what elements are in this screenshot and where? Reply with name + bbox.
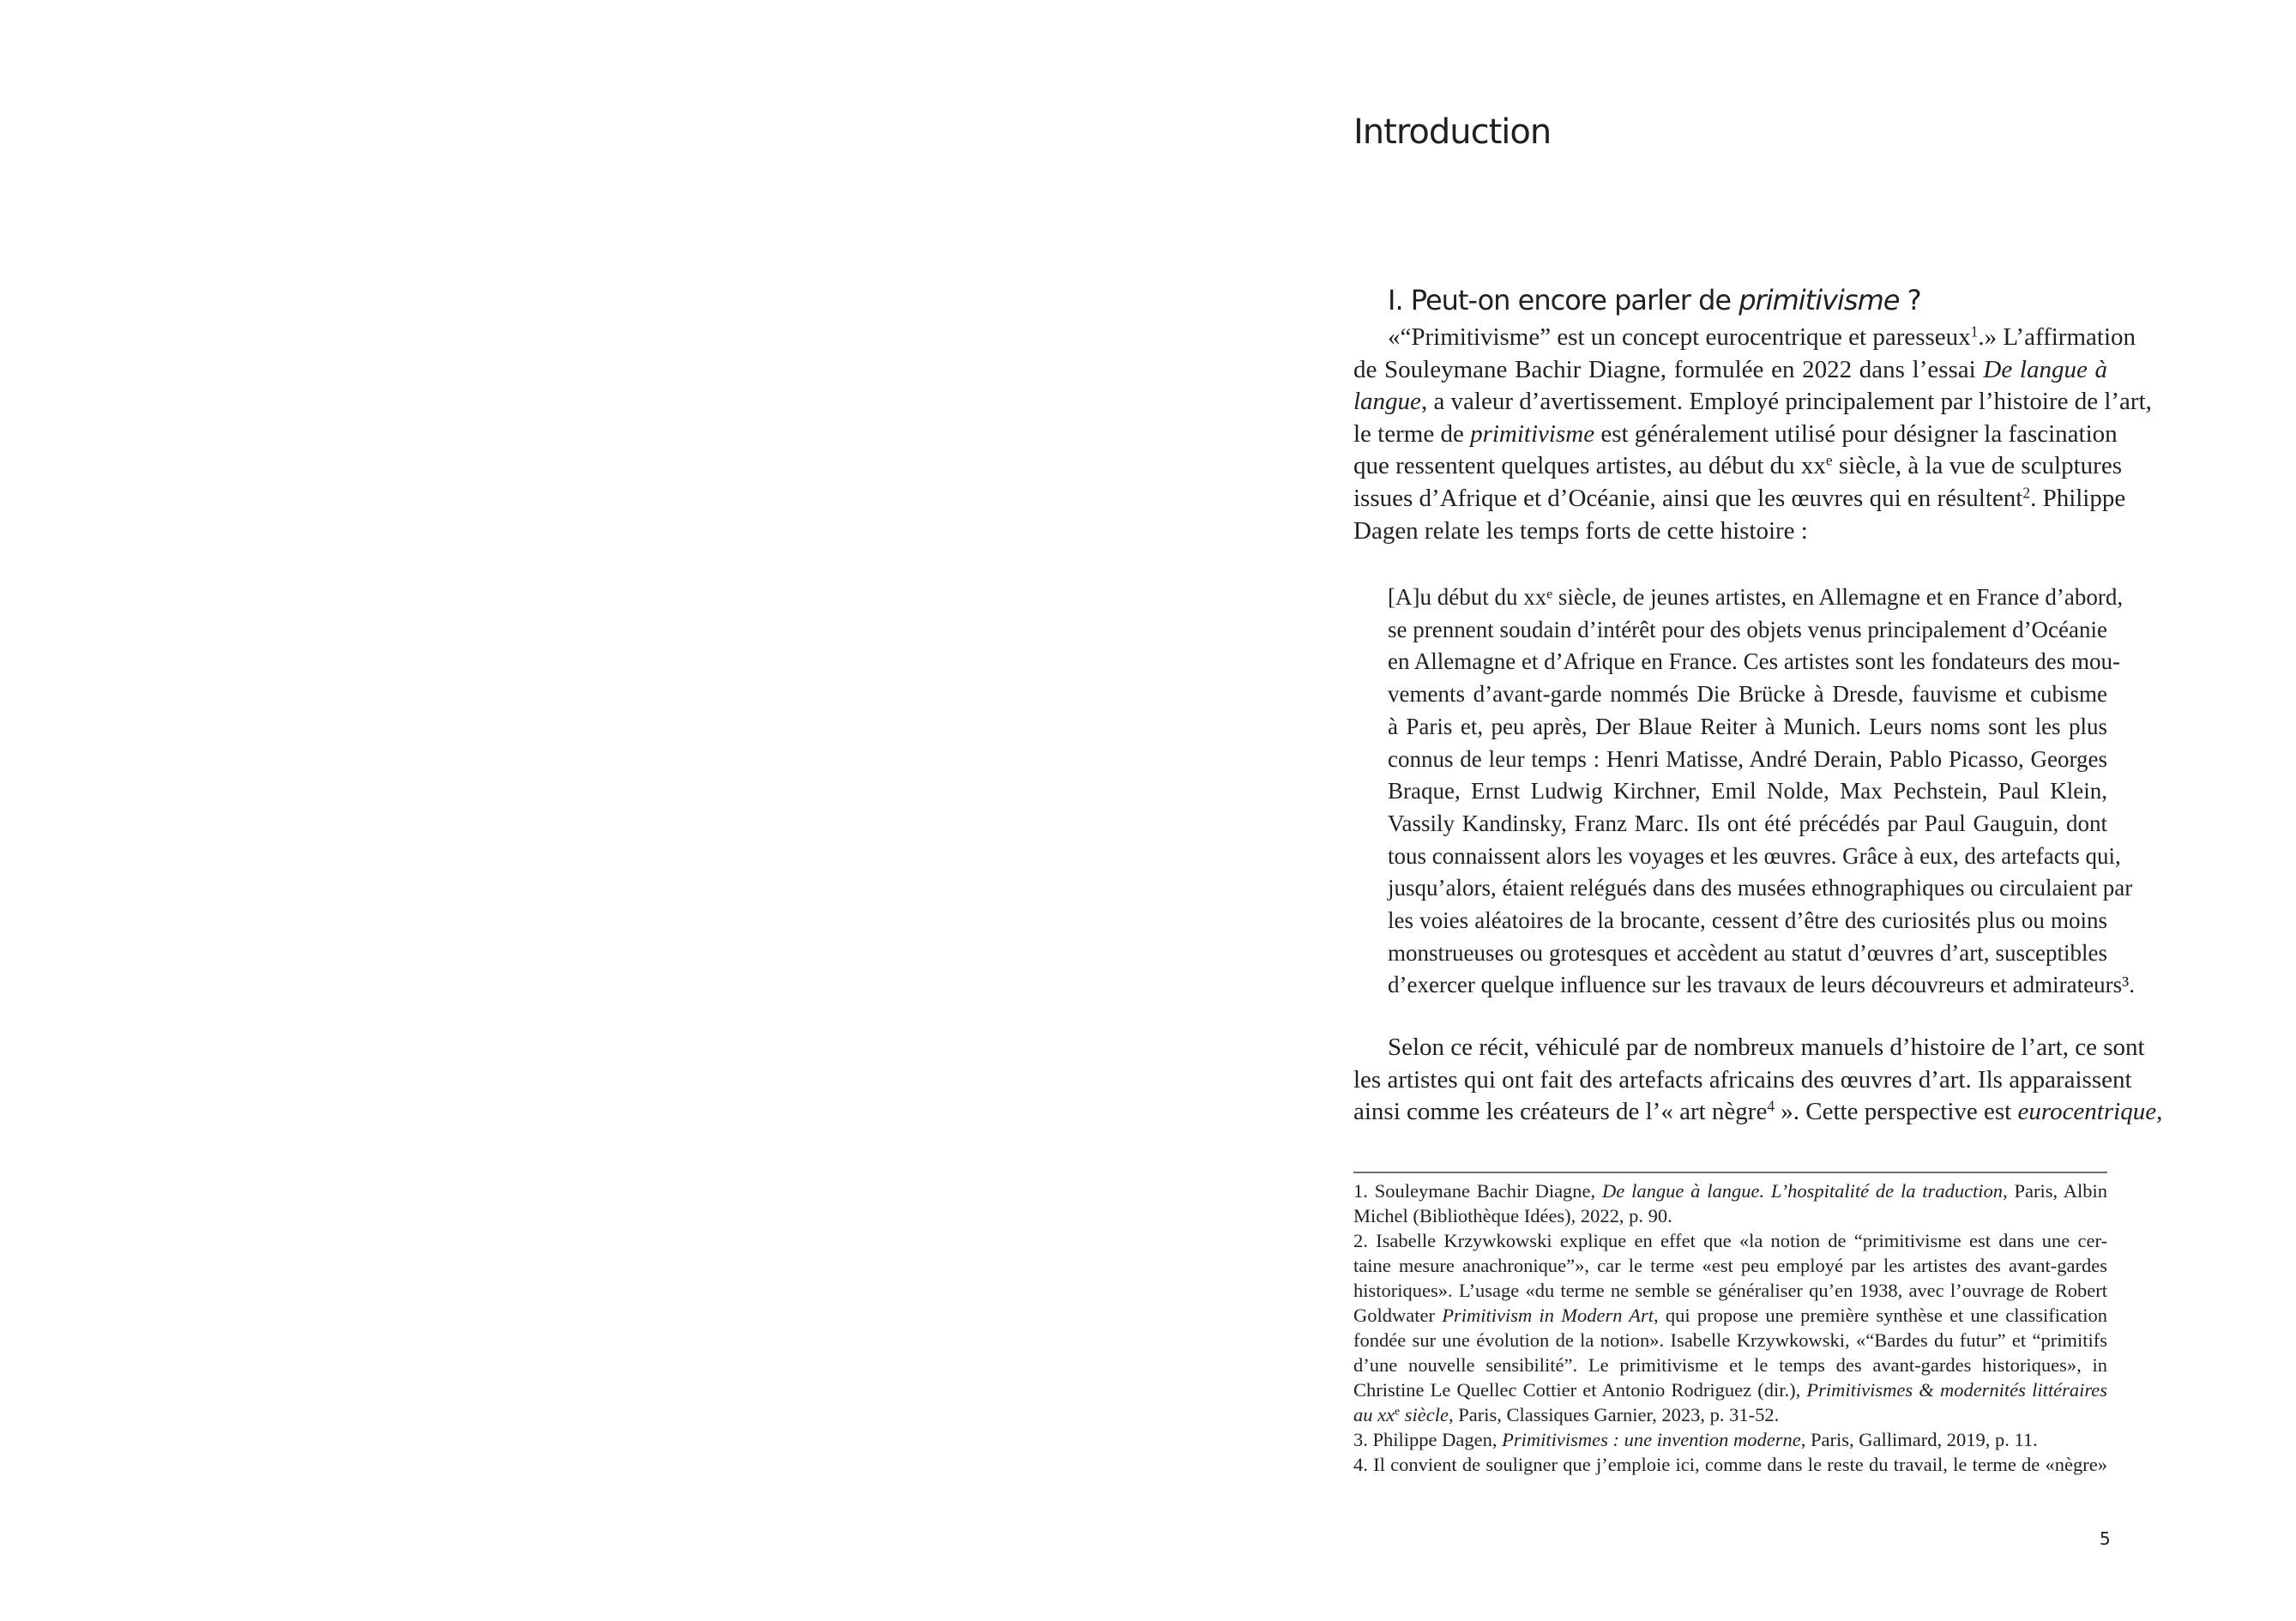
text-line: 4. Il convient de souligner que j’emploie ici, comme dans le reste du travail, le terme de «nègre» <box>1353 1454 2107 1475</box>
paragraph-intro <box>1353 322 2152 547</box>
quote-line: d’exercer quelque influence sur les travaux de leurs découvreurs et admirateurs³. <box>1388 972 2135 998</box>
paragraph-recit <box>1353 1032 2163 1129</box>
quote-line: connus de leur temps : Henri Matisse, André Derain, Pablo Picasso, Georges <box>1388 745 2107 772</box>
quote-line: jusqu’alors, étaient relégués dans des musées ethnographiques ou circulaient par <box>1388 875 2133 901</box>
section-heading-suffix: ? <box>1899 284 1921 316</box>
text-line: historiques». L’usage «du terme ne semble se généraliser qu’en 1938, avec l’ouvrage de Robert <box>1353 1280 2107 1301</box>
text-line: Dagen relate les temps forts de cette histoire : <box>1353 516 1808 545</box>
text-line: Selon ce récit, véhiculé par de nombreux manuels d’histoire de l’art, ce sont <box>1388 1033 2145 1061</box>
text-line: d’une nouvelle sensibilité”. Le primitivisme et le temps des avant-gardes historiques», in <box>1353 1354 2107 1376</box>
text-line: 2. Isabelle Krzywkowski explique en effet que «la notion de “primitivisme est dans une cer- <box>1353 1230 2107 1251</box>
text-line: les artistes qui ont fait des artefacts africains des œuvres d’art. Ils apparaissent <box>1353 1065 2132 1094</box>
quote-line: à Paris et, peu après, Der Blaue Reiter à Munich. Leurs noms sont les plus <box>1388 713 2107 739</box>
text-line: fondée sur une évolution de la notion». Isabelle Krzywkowski, «“Bardes du futur” et “primitifs <box>1353 1329 2107 1351</box>
text-line: au $xx^e$ siècle, Paris, Classiques Garnier, 2023, p. 31-52. <box>1353 1404 1780 1425</box>
footnote-separator-rule <box>1353 1172 2107 1173</box>
quote-line: Vassily Kandinsky, Franz Marc. Ils ont été précédés par Paul Gauguin, dont <box>1388 810 2107 836</box>
text-line: taine mesure anachronique”», car le terme «est peu employé par les artistes des avant-gardes <box>1353 1255 2107 1276</box>
text-line: 1. Souleymane Bachir Diagne, De langue à langue. L’hospitalité de la traduction, Paris, Albin <box>1353 1180 2107 1202</box>
quote-line: monstrueuses ou grotesques et accèdent au statut d’œuvres d’art, susceptibles <box>1388 939 2107 966</box>
quote-line: vements d’avant-garde nommés Die Brücke à Dresde, fauvisme et cubisme <box>1388 681 2107 708</box>
quote-line: tous connaissent alors les voyages et les œuvres. Grâce à eux, des artefacts qui, <box>1388 842 2121 869</box>
text-line: le terme de primitivisme est généralement utilisé pour désigner la fascination <box>1353 419 2118 448</box>
text-line: Goldwater Primitivism in Modern Art, qui propose une première synthèse et une classification <box>1353 1305 2108 1326</box>
section-heading-italic: primitivisme <box>1739 284 1900 316</box>
quote-line: Braque, Ernst Ludwig Kirchner, Emil Nolde, Max Pechstein, Paul Klein, <box>1388 778 2107 804</box>
text-line: ainsi comme les créateurs de l’« art nègre$^4$ ». Cette perspective est eurocentrique, <box>1353 1097 2163 1126</box>
chapter-title: Introduction <box>1353 112 1552 152</box>
page-number: 5 <box>2100 1528 2111 1549</box>
section-heading <box>1388 286 1921 314</box>
quote-line: se prennent soudain d’intérêt pour des objets venus principalement d’Océanie <box>1388 616 2107 642</box>
quote-line: [A]u début du xxᵉ siècle, de jeunes artistes, en Allemagne et en France d’abord, <box>1388 584 2124 610</box>
footnotes <box>1353 1178 2107 1477</box>
text-line: que ressentent quelques artistes, au début du $xx^e$ siècle, à la vue de sculptures <box>1353 451 2122 480</box>
text-line: de Souleymane Bachir Diagne, formulée en 2022 dans l’essai De langue à <box>1353 355 2108 383</box>
text-line: langue, a valeur d’avertissement. Employé principalement par l’histoire de l’art, <box>1353 388 2152 416</box>
text-line: 3. Philippe Dagen, Primitivismes : une invention moderne, Paris, Gallimard, 2019, p. 11. <box>1353 1429 2038 1450</box>
section-heading-prefix: I. Peut-on encore parler de <box>1388 284 1739 316</box>
text-line: issues d’Afrique et d’Océanie, ainsi que les œuvres qui en résultent$^2$. Philippe <box>1353 484 2126 512</box>
block-quote-dagen <box>1388 582 2135 1002</box>
quote-line: les voies aléatoires de la brocante, cessent d’être des curiosités plus ou moins <box>1388 907 2107 934</box>
text-line: Michel (Bibliothèque Idées), 2022, p. 90. <box>1353 1205 1672 1226</box>
text-line: «“Primitivisme” est un concept eurocentrique et paresseux$^1$.» L’affirmation <box>1388 322 2136 351</box>
quote-line: en Allemagne et d’Afrique en France. Ces artistes sont les fondateurs des mou- <box>1388 648 2121 675</box>
text-line: Christine Le Quellec Cottier et Antonio Rodriguez (dir.), Primitivismes & modernités littéraires <box>1353 1379 2107 1401</box>
